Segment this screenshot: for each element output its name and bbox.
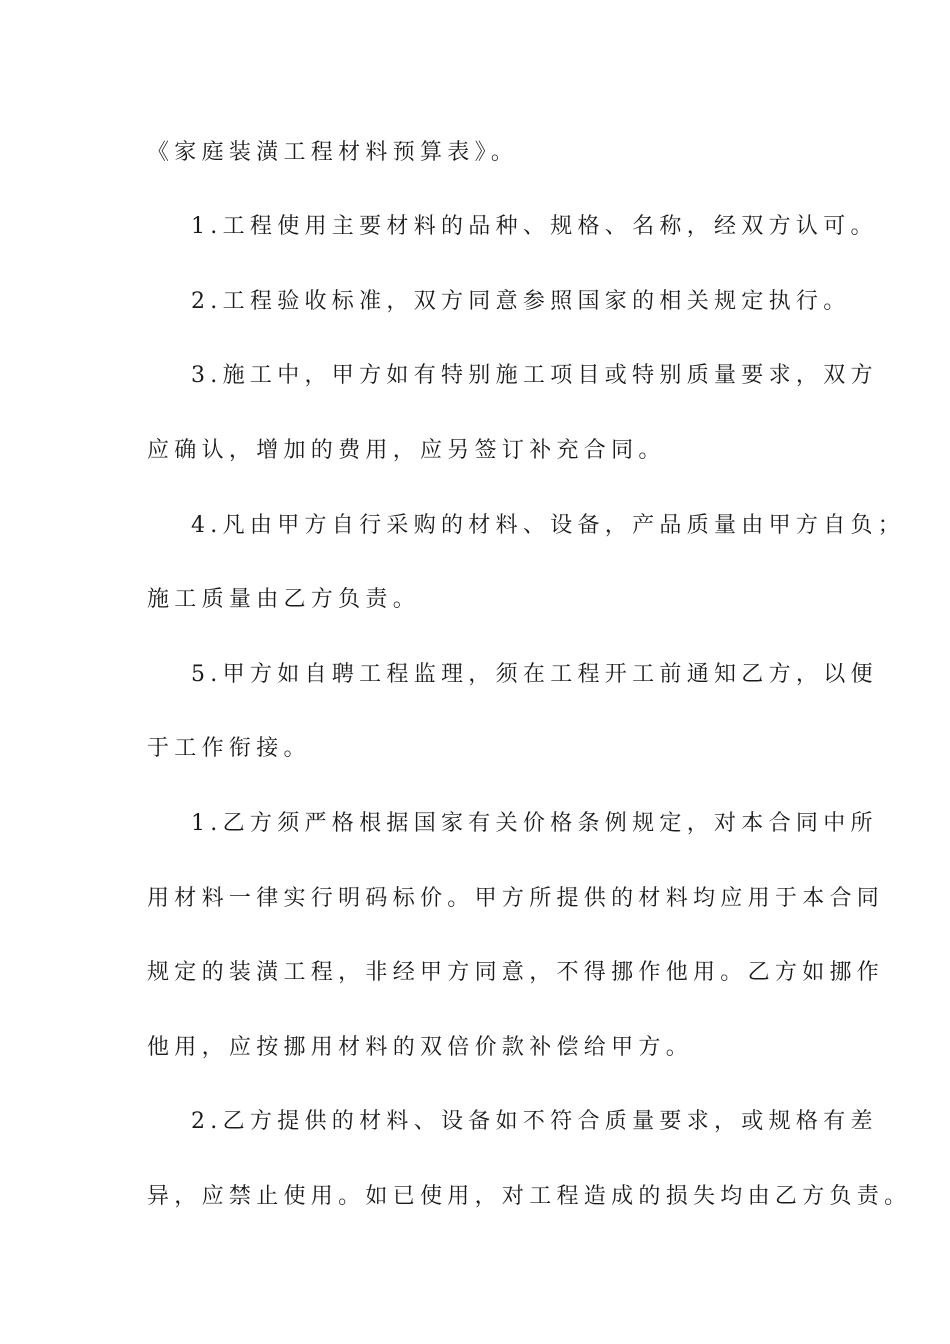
text-line-item-4-continued: 施工质量由乙方负责。: [147, 587, 421, 612]
text-line-section2-item-2-quality: 2.乙方提供的材料、设备如不符合质量要求，或规格有差: [191, 1109, 878, 1134]
text-line-item-3-continued: 应确认，增加的费用，应另签订补充合同。: [147, 438, 666, 463]
text-line-section2-item-1-continued-b: 规定的装潢工程，非经甲方同意，不得挪作他用。乙方如挪作: [147, 960, 885, 985]
text-line-section2-item-1-pricing: 1.乙方须严格根据国家有关价格条例规定，对本合同中所: [191, 811, 878, 836]
text-line-item-2-acceptance: 2.工程验收标准，双方同意参照国家的相关规定执行。: [191, 289, 851, 314]
text-line-section2-item-2-continued: 异，应禁止使用。如已使用，对工程造成的损失均由乙方负责。: [147, 1184, 912, 1209]
text-line-item-1-materials: 1.工程使用主要材料的品种、规格、名称，经双方认可。: [191, 214, 878, 239]
text-line-budget-table: 《家庭装潢工程材料预算表》。: [147, 140, 519, 165]
text-line-item-3-construction: 3.施工中，甲方如有特别施工项目或特别质量要求，双方: [191, 363, 878, 388]
text-line-section2-item-1-continued-c: 他用，应按挪用材料的双倍价款补偿给甲方。: [147, 1035, 694, 1060]
text-line-item-5-continued: 于工作衔接。: [147, 736, 311, 761]
text-line-item-5-supervision: 5.甲方如自聘工程监理，须在工程开工前通知乙方，以便: [191, 662, 878, 687]
text-line-item-4-purchase: 4.凡由甲方自行采购的材料、设备，产品质量由甲方自负；: [191, 513, 906, 538]
text-line-section2-item-1-continued-a: 用材料一律实行明码标价。甲方所提供的材料均应用于本合同: [147, 886, 885, 911]
